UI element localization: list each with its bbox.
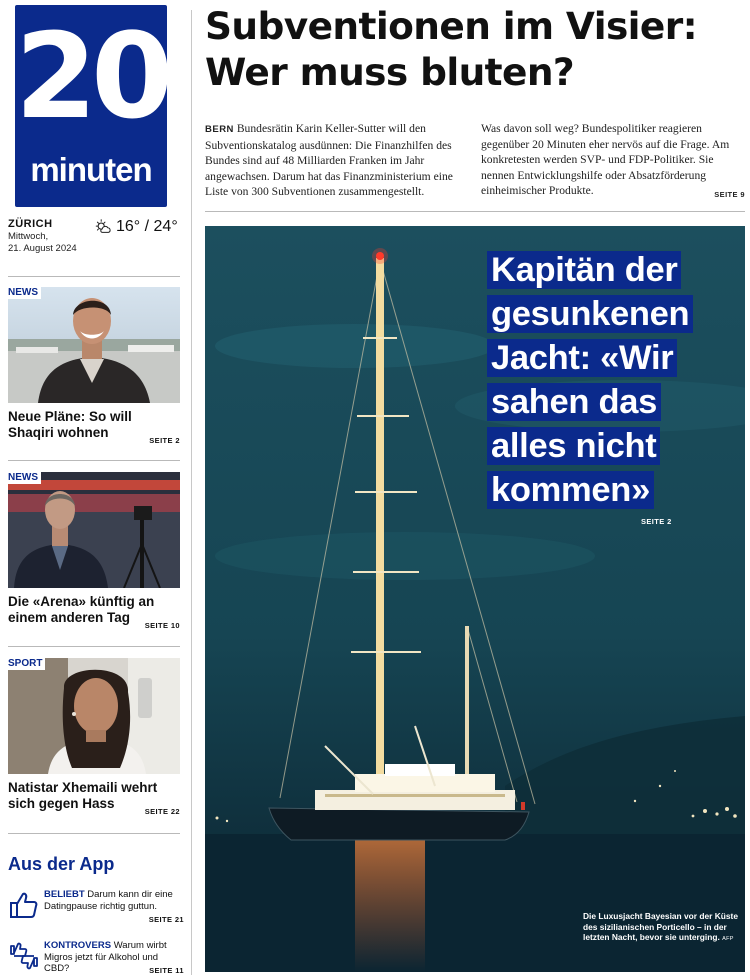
teaser-shaqiri[interactable] [8,287,180,449]
main-headline-line-2: Wer muss bluten? [205,50,575,94]
thumbs-up-down-icon [8,940,40,972]
teaser-photo-arena [8,472,180,588]
brand-logo-number: 20 [15,7,168,145]
teaser-page-ref: SEITE 10 [144,621,180,630]
lead-text-2: Was davon soll weg? Bundespolitiker reagieren gegenüber 20 Minuten eher nervös auf die Frage. Am konkretesten werden SVP- und FDP-Politiker. Sie nennen Entwicklungshilfe oder Absatzförderung einheimischer Produkte. [481,122,730,197]
column-divider [191,10,192,975]
app-item-text: BELIEBT Darum kann dir eine Datingpause richtig guttun. SEITE 21 [44,889,184,924]
hero-page-ref: SEITE 2 [641,517,672,526]
teaser-page-ref: SEITE 22 [144,807,180,816]
sun-cloud-icon [94,218,112,236]
app-item-page-ref: SEITE 11 [149,966,184,975]
weather-temperature: 16° / 24° [116,218,178,235]
teaser-label: SPORT [8,658,45,670]
teaser-label: NEWS [8,472,41,484]
weather-date: 21. August 2024 [8,243,77,254]
divider [8,460,180,461]
divider [205,211,745,212]
main-headline[interactable] [205,3,750,95]
divider [8,833,180,834]
lead-kicker: BERN [205,124,234,135]
app-item-text: KONTROVERS Warum wirbt Migros jetzt für Alkohol und CBD? SEITE 11 [44,940,184,975]
weather-forecast [94,218,178,236]
divider [8,646,180,647]
brand-logo[interactable] [15,5,167,207]
lead-page-ref: SEITE 9 [714,190,745,199]
teaser-xhemaili[interactable] [8,658,180,820]
divider [8,276,180,277]
teaser-label: NEWS [8,287,41,299]
weather-city: ZÜRICH [8,218,53,230]
teaser-photo-xhemaili [8,658,180,774]
app-item-page-ref: SEITE 21 [148,915,184,924]
lead-column-2 [481,121,745,203]
main-headline-line-1: Subventionen im Visier: [205,4,698,48]
hero-caption: Die Luxusjacht Bayesian vor der Küste des sizilianischen Porticello – in der letzten Nacht, bevor sie unterging. AFP [583,911,738,943]
weather-weekday: Mittwoch, [8,231,49,242]
teaser-title: Neue Pläne: So will Shaqiri wohnen SEITE 2 [8,409,180,441]
teaser-photo-shaqiri [8,287,180,403]
lead-column-1 [205,121,469,200]
hero-headline[interactable]: Kapitän der gesunkenen Jacht: «Wir sahen das alles nicht kommen» [487,248,717,512]
weather-box [8,218,183,254]
thumbs-up-icon [8,889,40,921]
teaser-title: Die «Arena» künftig an einem anderen Tag SEITE 10 [8,594,180,626]
lead-text-1: Bundesrätin Karin Keller-Sutter will den Subventionskatalog ausdünnen: Die Finanzhilfen des Bundes sind auf 48 Milliarden Franken im Jahr angewachsen. Darum hat das Finanzministerium eine Liste von 300 Subventionen zusammengestellt. [205,122,453,198]
photo-credit: AFP [722,936,734,943]
teaser-arena[interactable] [8,472,180,634]
app-section-title: Aus der App [8,854,115,874]
teaser-page-ref: SEITE 2 [149,436,180,445]
brand-logo-word: minuten [30,151,152,188]
teaser-title: Natistar Xhemaili wehrt sich gegen Hass SEITE 22 [8,780,180,812]
